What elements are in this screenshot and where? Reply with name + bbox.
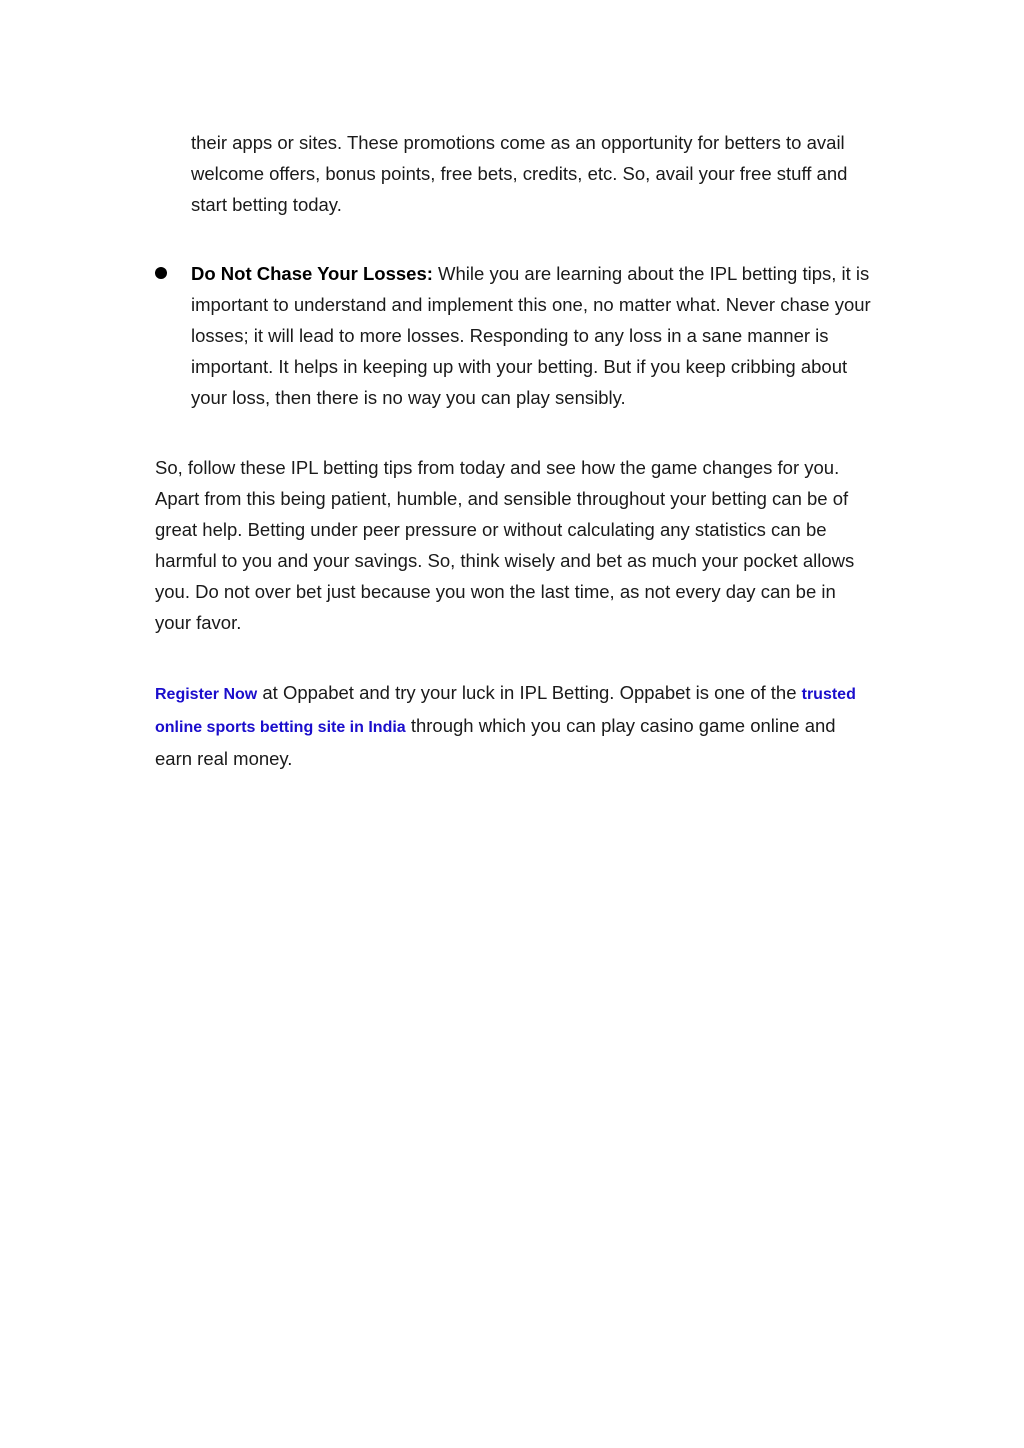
bullet-icon (155, 267, 167, 279)
conclusion-paragraph: So, follow these IPL betting tips from today and see how the game changes for you. Apart from this being patient, humble, and sensible throughout your betting can be of great help. Betting under peer pressure or without calculating any statistics can be harmful to you and your savings. So, think wisely and bet as much your pocket allows you. Do not over bet just because you won the last time, as not every day can be in your favor. (155, 457, 855, 633)
cta-text-1: at Oppabet and try your luck in IPL Betting. Oppabet is one of the (257, 682, 802, 703)
bullet-body: While you are learning about the IPL betting tips, it is important to understand and implement this one, no matter what. Never chase your losses; it will lead to more losses. Responding to any loss in a sane manner is important. It helps in keeping up with your betting. But if you keep cribbing about your loss, then there is no way you can play sensibly. (191, 263, 871, 408)
cta-text-2: through which you can play casino game online and earn real money. (155, 715, 836, 769)
cta-paragraph (155, 677, 871, 774)
trusted-betting-site-link[interactable]: trusted online sports betting site in India (155, 686, 856, 736)
bullet-item-chase-losses (191, 258, 871, 413)
bullet-title: Do Not Chase Your Losses: (191, 263, 433, 284)
intro-continuation-paragraph: their apps or sites. These promotions come as an opportunity for betters to avail welcome offers, bonus points, free bets, credits, etc. So, avail your free stuff and start betting today. (191, 132, 848, 215)
register-now-link[interactable]: Register Now (155, 686, 258, 703)
